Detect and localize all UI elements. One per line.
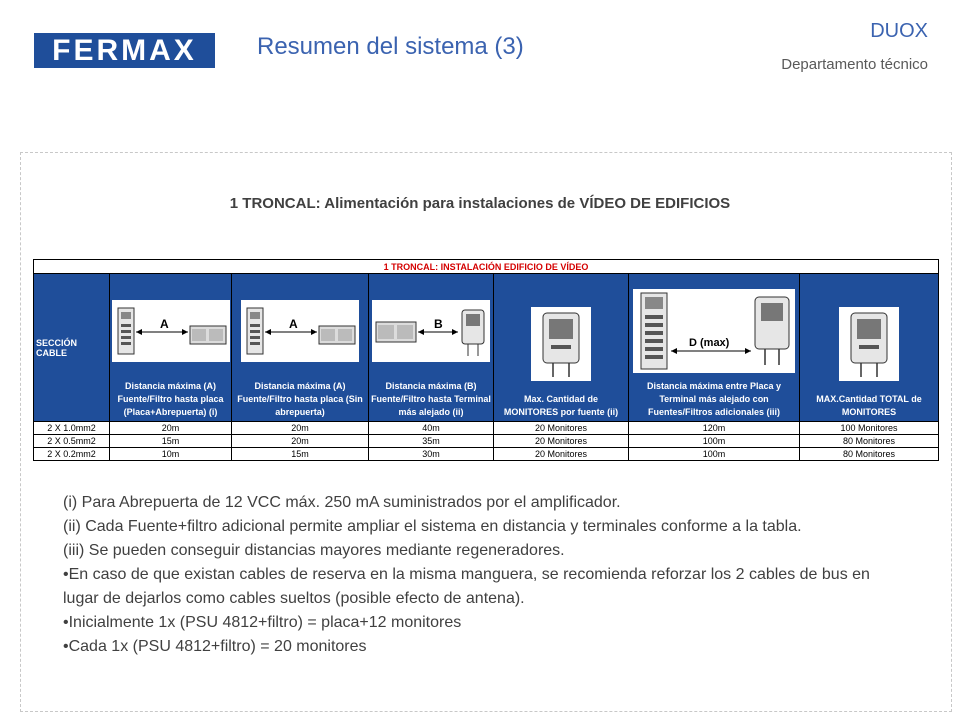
note-item: •Cada 1x (PSU 4812+filtro) = 20 monitores (63, 638, 367, 655)
table-cell: 80 Monitores (800, 435, 939, 448)
department-label: Departamento técnico (781, 56, 928, 73)
note-item: (ii) Cada Fuente+filtro adicional permite ampliar el sistema en distancia y terminales conforme a la tabla. (63, 518, 802, 535)
column-caption: MAX.Cantidad TOTAL de MONITORES (816, 394, 922, 417)
section-header: SECCIÓN CABLE (34, 274, 110, 422)
column-caption: Distancia máxima entre Placa y Terminal más alejado con Fuentes/Filtros adicionales (iii) (646, 381, 782, 417)
table-cell: 100 Monitores (800, 422, 939, 435)
table-cell: 120m (629, 422, 800, 435)
fermax-logo (34, 33, 215, 68)
table-row (34, 448, 939, 461)
svg-text:B: B (434, 317, 443, 331)
svg-text:A: A (289, 317, 298, 331)
table-row (34, 435, 939, 448)
table-cell: 20m (110, 422, 232, 435)
column-header (629, 274, 800, 422)
brand-label: DUOX (870, 20, 928, 42)
table-cell: 30m (369, 448, 494, 461)
column-caption: Distancia máxima (A) Fuente/Filtro hasta placa (Placa+Abrepuerta) (i) (117, 381, 224, 417)
note-item: (i) Para Abrepuerta de 12 VCC máx. 250 mA suministrados por el amplificador. (63, 494, 621, 511)
table-cell: 100m (629, 448, 800, 461)
note-item: •Inicialmente 1x (PSU 4812+filtro) = placa+12 monitores (63, 614, 462, 631)
panel-to-psu-diagram-icon (110, 288, 231, 374)
svg-text:A: A (159, 317, 169, 331)
table-cell: 20m (232, 435, 369, 448)
note-item: (iii) Se pueden conseguir distancias mayores mediante regeneradores. (63, 542, 565, 559)
monitor-icon (800, 301, 938, 387)
section-cell: 2 X 0.5mm2 (34, 435, 110, 448)
column-caption: Distancia máxima (B) Fuente/Filtro hasta Terminal más alejado (ii) (371, 381, 491, 417)
table-cell: 100m (629, 435, 800, 448)
table-cell: 20 Monitores (494, 448, 629, 461)
table-cell: 35m (369, 435, 494, 448)
table-cell: 10m (110, 448, 232, 461)
note-item: •En caso de que existan cables de reserva en la misma manguera, se recomienda reforzar los 2 cables de bus en lugar de dejarlos como cables sueltos (posible efecto de antena). (63, 566, 870, 607)
column-header (494, 274, 629, 422)
table-cell: 20 Monitores (494, 435, 629, 448)
spec-table-container (33, 259, 938, 461)
svg-text:D (max): D (max) (689, 337, 730, 349)
panel-to-monitor-diagram-icon (629, 288, 799, 374)
column-header (369, 274, 494, 422)
column-caption: Max. Cantidad de MONITORES por fuente (ii) (503, 394, 619, 417)
section-subtitle: 1 TRONCAL: Alimentación para instalaciones de VÍDEO DE EDIFICIOS (229, 195, 731, 212)
table-row (34, 422, 939, 435)
monitor-icon (494, 301, 628, 387)
table-cell: 15m (232, 448, 369, 461)
table-cell: 40m (369, 422, 494, 435)
column-header (800, 274, 939, 422)
column-header (110, 274, 232, 422)
section-cell: 2 X 1.0mm2 (34, 422, 110, 435)
page-title: Resumen del sistema (3) (257, 33, 524, 60)
panel-to-psu-diagram-icon (232, 288, 368, 374)
table-banner: 1 TRONCAL: INSTALACIÓN EDIFICIO DE VÍDEO (34, 260, 939, 274)
notes-list (63, 491, 893, 659)
column-caption: Distancia máxima (A) Fuente/Filtro hasta placa (Sin abrepuerta) (237, 381, 363, 417)
psu-to-monitor-diagram-icon (369, 288, 493, 374)
section-cell: 2 X 0.2mm2 (34, 448, 110, 461)
column-header (232, 274, 369, 422)
table-cell: 20m (232, 422, 369, 435)
spec-table (33, 259, 939, 461)
logo-text: FERMAX (52, 33, 197, 67)
table-cell: 20 Monitores (494, 422, 629, 435)
table-cell: 15m (110, 435, 232, 448)
table-cell: 80 Monitores (800, 448, 939, 461)
